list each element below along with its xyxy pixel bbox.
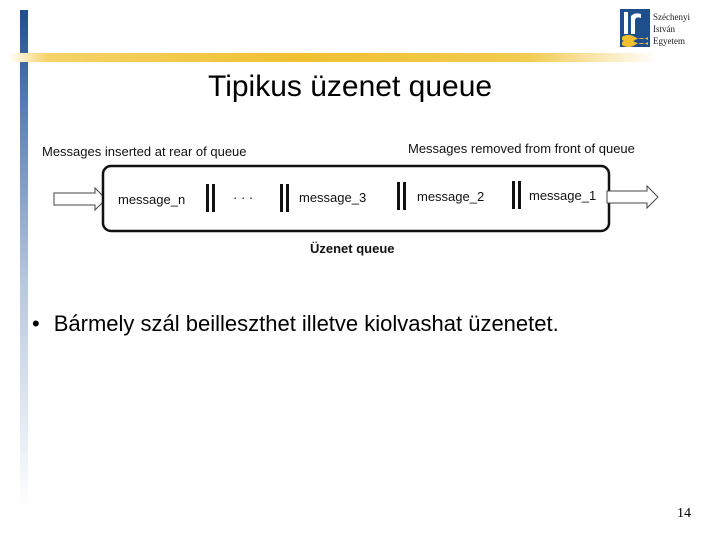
logo-emblem-icon [619, 8, 651, 48]
insert-label: Messages inserted at rear of queue [42, 144, 247, 159]
queue-message-3: message_3 [299, 190, 367, 205]
logo-text-line-1: Széchenyi [653, 12, 690, 22]
queue-ellipsis: · · · [233, 190, 254, 205]
insert-arrow-icon [54, 188, 106, 210]
slide-title: Tipikus üzenet queue [208, 70, 493, 103]
logo-text-line-2: István [653, 24, 675, 34]
logo-text-line-3: Egyetem [653, 36, 685, 46]
left-accent-bar [20, 10, 28, 510]
queue-message-n: message_n [118, 192, 186, 207]
bullet-item [32, 311, 559, 337]
queue-message-1: message_1 [529, 188, 597, 203]
top-accent-bar [8, 53, 658, 62]
university-logo [619, 6, 719, 54]
bullet-marker: • [32, 311, 40, 336]
page-number: 14 [677, 506, 691, 521]
remove-arrow-icon [607, 186, 658, 208]
diagram-caption: Üzenet queue [310, 241, 395, 256]
message-queue-diagram [40, 132, 665, 262]
queue-message-2: message_2 [417, 189, 485, 204]
bullet-text: Bármely szál beilleszthet illetve kiolvashat üzenetet. [53, 311, 559, 336]
remove-label: Messages removed from front of queue [408, 141, 635, 156]
